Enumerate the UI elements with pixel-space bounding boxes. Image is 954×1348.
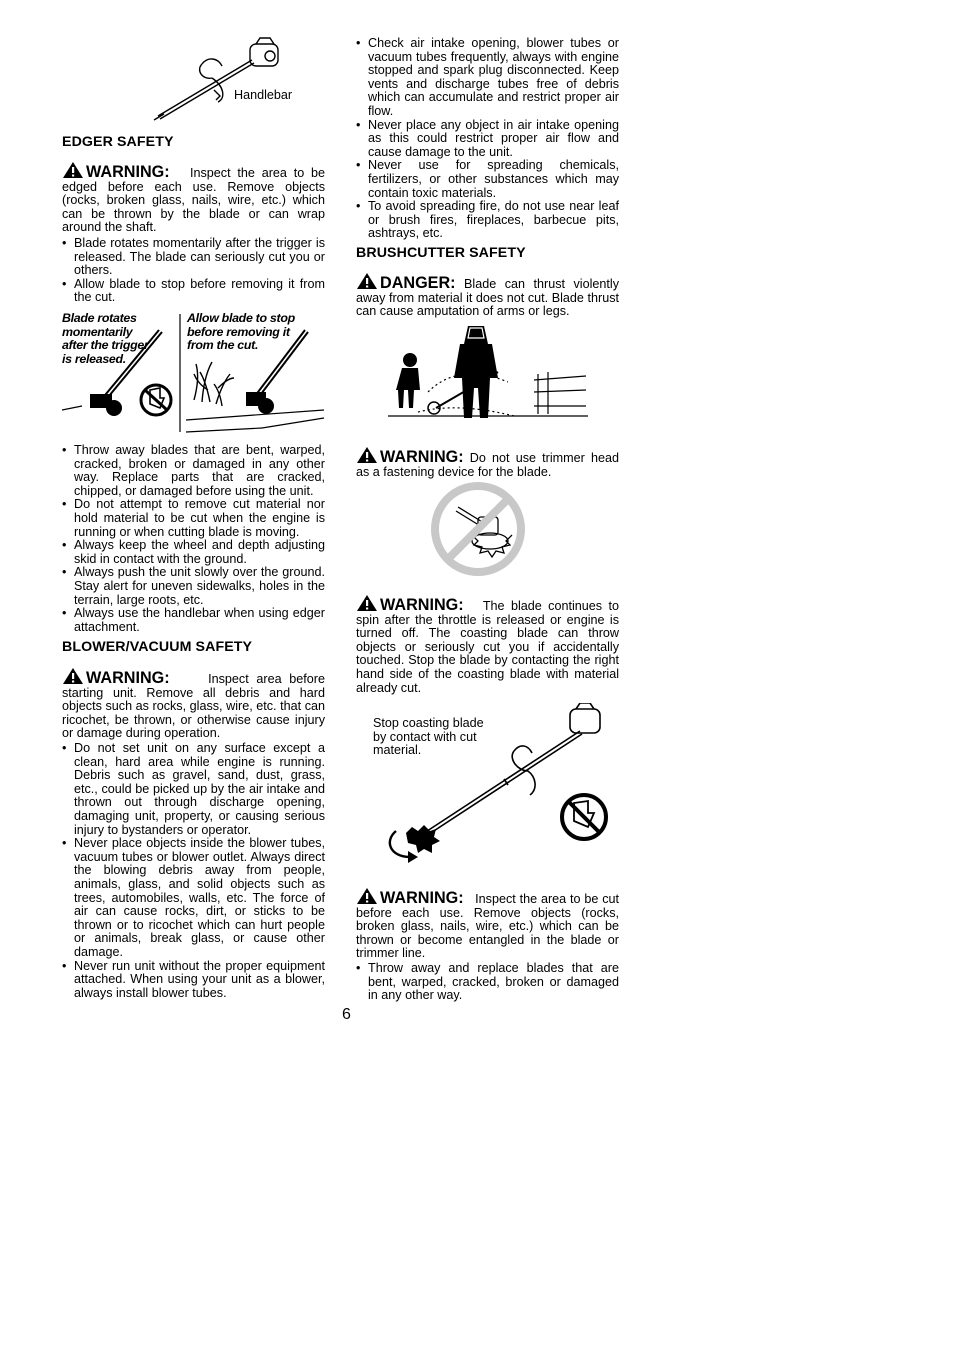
list-item: • Never run unit without the proper equipment attached. When using your unit as a blower, always install blower tubes. (62, 960, 325, 1001)
brushcutter-operator-illustration (388, 322, 588, 422)
warning2-text: The blade continues to spin after the throttle is released or engine is turned off. The coasting blade can throw objects or seriously cut you if accidentally touched. Stop the blade by contacting the right hand side of the coasting blade with material already cut. (356, 599, 619, 695)
edger-bullet-list-2 (62, 444, 325, 634)
warning-triangle-icon (356, 887, 378, 905)
list-item: • Never place objects inside the blower tubes, vacuum tubes or blower outlet. Always direct the blowing debris away from people, animals, glass, and solid objects such as trees, automobiles, walls, etc. The force of air can cause rocks, dirt, or sticks to be thrown or to ricochet which can hurt people or animals, break glass, or cause other damage. (62, 837, 325, 959)
edger-safety-heading: EDGER SAFETY (62, 134, 174, 150)
list-item: • Throw away blades that are bent, warped, cracked, broken or damaged in any other way. Replace parts that are cracked, chipped, or damaged before using the unit. (62, 444, 325, 498)
list-item: • Blade rotates momentarily after the trigger is released. The blade can seriously cut you or others. (62, 237, 325, 278)
blower-warning (62, 667, 325, 741)
list-item: • Always use the handlebar when using edger attachment. (62, 607, 325, 634)
list-item: • Always push the unit slowly over the ground. Stay alert for uneven sidewalks, holes in the terrain, large roots, etc. (62, 566, 325, 607)
list-item: • Do not attempt to remove cut material nor hold material to be cut when the engine is running or when cutting blade is moving. (62, 498, 325, 539)
warning3-signal: WARNING: (380, 889, 464, 907)
blower-warning-text: Inspect area before starting unit. Remove all debris and hard objects such as rocks, glass, wire, etc. that can ricochet, be thrown, or otherwise cause injury or damage during operation. (62, 672, 325, 741)
brushcutter-danger (356, 272, 619, 319)
list-item: • Always keep the wheel and depth adjusting skid in contact with the ground. (62, 539, 325, 566)
edger-warning (62, 161, 325, 235)
warning1-signal: WARNING: (380, 448, 464, 466)
trimmer-handlebar-drawing (152, 36, 312, 122)
page-number: 6 (342, 1006, 351, 1023)
list-item: • Throw away and replace blades that are bent, warped, cracked, broken or damaged in any other way. (356, 962, 619, 1003)
brushcutter-bullet-list (356, 962, 619, 1003)
edger-fig-caption-left: Blade rotates momentarily after the trigger is released. (62, 311, 149, 366)
warning3-text: Inspect the area to be cut before each use. Remove objects (rocks, broken glass, nails, wire, etc.) which can be thrown or become entangled in the blade or trimmer line. (356, 892, 619, 961)
danger-signal: DANGER: (380, 274, 456, 292)
operator-bystander-drawing (388, 322, 588, 422)
warning-triangle-icon (62, 161, 84, 179)
list-item: • Never use for spreading chemicals, fertilizers, or other substances which may contain toxic materials. (356, 159, 619, 200)
blower-warning-signal: WARNING: (86, 669, 170, 687)
warning2-signal: WARNING: (380, 596, 464, 614)
edger-figure (62, 310, 325, 435)
brushcutter-coasting-drawing (384, 703, 614, 868)
warning-triangle-icon (356, 446, 378, 464)
brushcutter-safety-heading: BRUSHCUTTER SAFETY (356, 245, 526, 261)
warning-triangle-icon (62, 667, 84, 685)
brushcutter-warning-2 (356, 594, 619, 695)
no-trimmer-head-fastening-symbol (428, 479, 528, 579)
coasting-blade-illustration (384, 703, 614, 868)
handlebar-illustration (152, 36, 312, 122)
edger-fig-caption-right: Allow blade to stop before removing it from the cut. (187, 311, 295, 353)
list-item: • Never place any object in air intake opening as this could restrict proper air flow and cause damage to the unit. (356, 119, 619, 160)
edger-bullet-list (62, 237, 325, 305)
prohibition-icon (428, 479, 528, 579)
list-item: • To avoid spreading fire, do not use near leaf or brush fires, fireplaces, barbecue pits, ashtrays, etc. (356, 200, 619, 241)
list-item: • Check air intake opening, blower tubes or vacuum tubes frequently, always with engine stopped and spark plug disconnected. Keep vents and discharge tubes free of debris which can accumulate and restrict proper air flow. (356, 37, 619, 119)
blower-bullet-list-continued (356, 37, 619, 241)
list-item: • Do not set unit on any surface except a clean, hard area while engine is running. Debris such as gravel, sand, dust, grass, etc., could be picked up by the air intake and thrown out through discharge opening, damaging unit, property, or causing serious injury to bystanders or operator. (62, 742, 325, 837)
warning-triangle-icon (356, 594, 378, 612)
blower-bullet-list (62, 742, 325, 1000)
blower-safety-heading: BLOWER/VACUUM SAFETY (62, 639, 253, 655)
danger-triangle-icon (356, 272, 378, 290)
edger-warning-text: Inspect the area to be edged before each use. Remove objects (rocks, broken glass, nails, wire, etc.) which can be thrown by the blade or can wrap around the shaft. (62, 166, 325, 235)
list-item: • Allow blade to stop before removing it from the cut. (62, 278, 325, 305)
handlebar-caption: Handlebar (234, 88, 293, 102)
brushcutter-warning-3 (356, 887, 619, 961)
coasting-blade-caption: Stop coasting blade by contact with cut material. (373, 716, 484, 758)
danger-text: Blade can thrust violently away from material it does not cut. Blade thrust can cause amputation of arms or legs. (356, 277, 619, 319)
brushcutter-warning-1 (356, 446, 619, 479)
edger-warning-signal: WARNING: (86, 163, 170, 181)
edger-figure-drawing (62, 310, 325, 435)
warning1-text: Do not use trimmer head as a fastening device for the blade. (356, 451, 619, 479)
